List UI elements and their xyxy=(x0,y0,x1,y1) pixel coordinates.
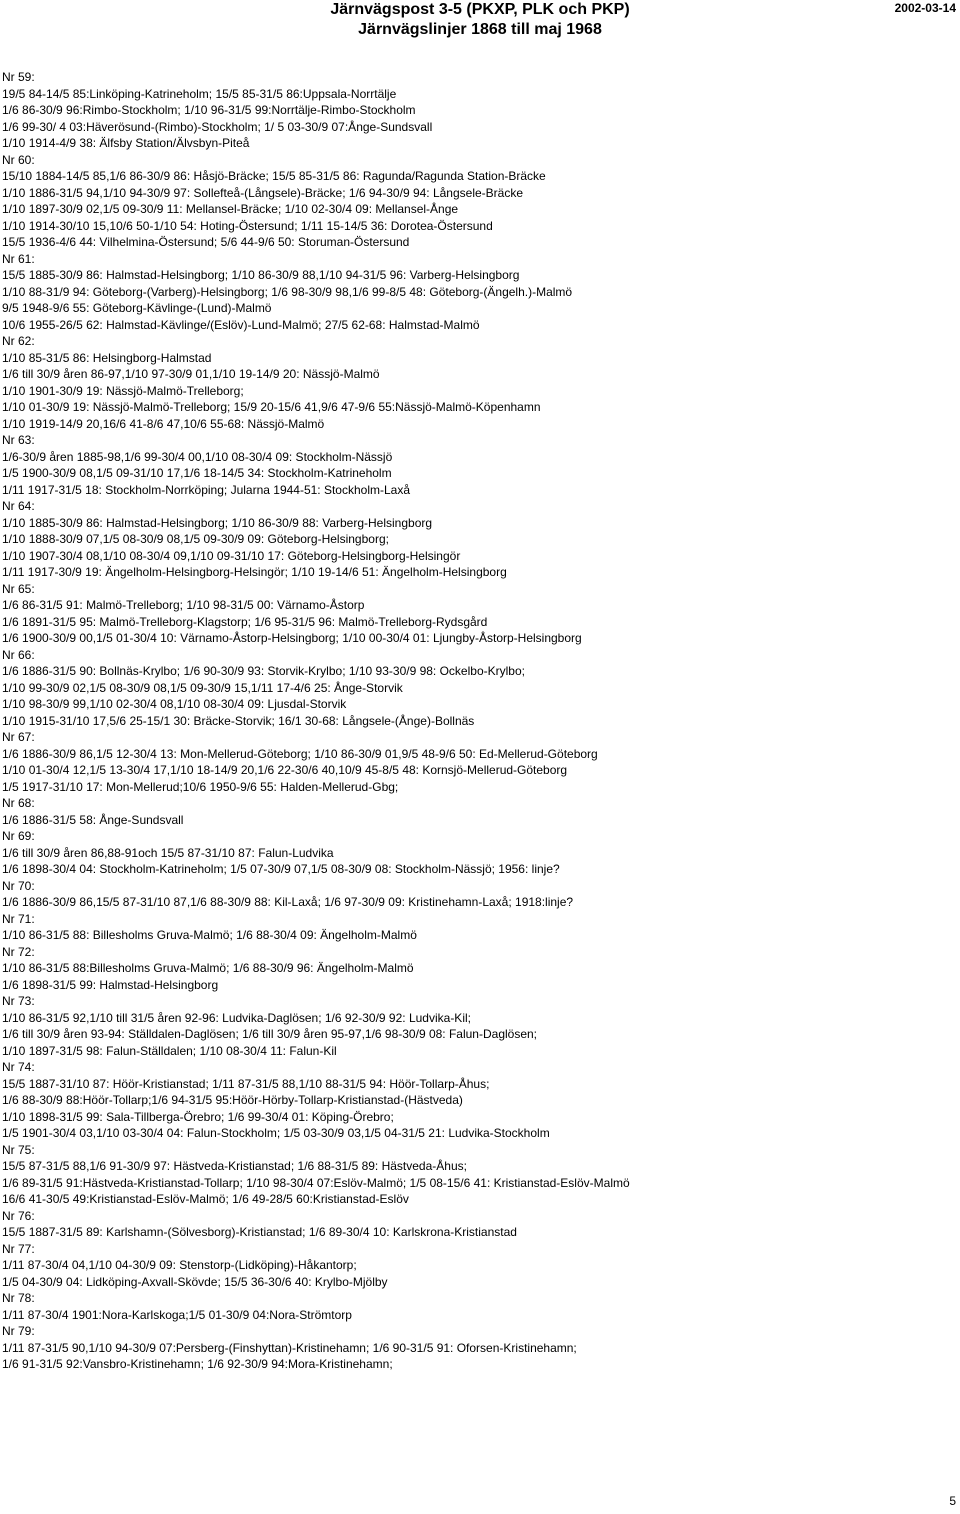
route-entry-line: 1/5 1900-30/9 08,1/5 09-31/10 17,1/6 18-14/5 34: Stockholm-Katrineholm xyxy=(2,466,392,480)
route-number-heading: Nr 75: xyxy=(2,1142,35,1157)
route-entry-line: 1/10 1915-31/10 17,5/6 25-15/1 30: Bräcke-Storvik; 16/1 30-68: Långsele-(Ånge)-Bollnäs xyxy=(2,713,475,728)
route-entry-line: 1/6 till 30/9 åren 86-97,1/10 97-30/9 01,1/10 19-14/9 20: Nässjö-Malmö xyxy=(2,367,380,381)
route-entry-line: 9/5 1948-9/6 55: Göteborg-Kävlinge-(Lund)-Malmö xyxy=(2,301,272,315)
route-entry-line: 1/6-30/9 åren 1885-98,1/6 99-30/4 00,1/10 08-30/4 09: Stockholm-Nässjö xyxy=(2,449,393,464)
route-entry-line: 1/10 1897-30/9 02,1/5 09-30/9 11: Mellansel-Bräcke; 1/10 02-30/4 09: Mellansel-Ånge xyxy=(2,202,459,216)
route-number-heading: Nr 66: xyxy=(2,647,35,662)
route-entry-line: 1/10 86-31/5 88:Billesholms Gruva-Malmö; 1/6 88-30/9 96: Ängelholm-Malmö xyxy=(2,961,414,975)
route-entry-line: 1/11 1917-30/9 19: Ängelholm-Helsingborg-Helsingör; 1/10 19-14/6 51: Ängelholm-Helsingborg xyxy=(2,565,507,579)
route-number-heading: Nr 73: xyxy=(2,994,35,1008)
route-entry-line: 1/6 1891-31/5 95: Malmö-Trelleborg-Klagstorp; 1/6 95-31/5 96: Malmö-Trelleborg-Rydsgård xyxy=(2,614,488,629)
route-entry-line: 1/6 1886-31/5 58: Ånge-Sundsvall xyxy=(2,812,184,827)
route-entry-line: 10/6 1955-26/5 62: Halmstad-Kävlinge/(Eslöv)-Lund-Malmö; 27/5 62-68: Halmstad-Malmö xyxy=(2,317,480,332)
route-entry-line: 1/10 1897-31/5 98: Falun-Ställdalen; 1/10 08-30/4 11: Falun-Kil xyxy=(2,1043,337,1058)
route-entry-line: 1/5 1917-31/10 17: Mon-Mellerud;10/6 1950-9/6 55: Halden-Mellerud-Gbg; xyxy=(2,779,399,794)
route-entry-line: 1/6 99-30/ 4 03:Häverösund-(Rimbo)-Stockholm; 1/ 5 03-30/9 07:Ånge-Sundsvall xyxy=(2,119,433,134)
route-entry-line: 1/10 1885-30/9 86: Halmstad-Helsingborg; 1/10 86-30/9 88: Varberg-Helsingborg xyxy=(2,515,433,530)
route-entry-line: 1/10 1888-30/9 07,1/5 08-30/9 08,1/5 09-30/9 09: Göteborg-Helsingborg; xyxy=(2,532,389,546)
route-number-heading: Nr 70: xyxy=(2,878,35,893)
route-entry-line: 1/10 01-30/9 19: Nässjö-Malmö-Trelleborg; 15/9 20-15/6 41,9/6 47-9/6 55:Nässjö-Malmö-Köpenhamn xyxy=(2,400,541,414)
route-number-heading: Nr 60: xyxy=(2,152,35,167)
route-number-heading: Nr 63: xyxy=(2,433,35,447)
route-entry-line: 16/6 41-30/5 49:Kristianstad-Eslöv-Malmö; 1/6 49-28/5 60:Kristianstad-Eslöv xyxy=(2,1192,409,1206)
route-entry-line: 19/5 84-14/5 85:Linköping-Katrineholm; 15/5 85-31/5 86:Uppsala-Norrtälje xyxy=(2,86,397,101)
route-entry-line: 1/6 86-31/5 91: Malmö-Trelleborg; 1/10 98-31/5 00: Värnamo-Åstorp xyxy=(2,598,365,612)
route-number-heading: Nr 64: xyxy=(2,499,35,513)
document-title: Järnvägspost 3-5 (PKXP, PLK och PKP) xyxy=(330,1,630,18)
route-entry-line: 1/5 1901-30/4 03,1/10 03-30/4 04: Falun-Stockholm; 1/5 03-30/9 03,1/5 04-31/5 21: Ludvika-Stockholm xyxy=(2,1126,550,1140)
route-entry-line: 1/6 86-30/9 96:Rimbo-Stockholm; 1/10 96-31/5 99:Norrtälje-Rimbo-Stockholm xyxy=(2,103,416,117)
route-entry-line: 1/6 1886-30/9 86,1/5 12-30/4 13: Mon-Mellerud-Göteborg; 1/10 86-30/9 01,9/5 48-9/6 50: Ed-Mellerud-Göteborg xyxy=(2,746,598,761)
route-entry-line: 1/6 88-30/9 88:Höör-Tollarp;1/6 94-31/5 95:Höör-Hörby-Tollarp-Kristianstad-(Hästveda) xyxy=(2,1093,463,1107)
route-number-heading: Nr 77: xyxy=(2,1241,35,1256)
route-entry-line: 15/5 1887-31/10 87: Höör-Kristianstad; 1/11 87-31/5 88,1/10 88-31/5 94: Höör-Tollarp-Åhus; xyxy=(2,1076,490,1091)
route-entry-line: 15/5 87-31/5 88,1/6 91-30/9 97: Hästveda-Kristianstad; 1/6 88-31/5 89: Hästveda-Åhus; xyxy=(2,1159,467,1173)
route-number-heading: Nr 67: xyxy=(2,730,35,744)
route-entry-line: 15/5 1936-4/6 44: Vilhelmina-Östersund; 5/6 44-9/6 50: Storuman-Östersund xyxy=(2,235,410,249)
route-number-heading: Nr 71: xyxy=(2,911,35,926)
route-entry-line: 1/6 1886-30/9 86,15/5 87-31/10 87,1/6 88-30/9 88: Kil-Laxå; 1/6 97-30/9 09: Kristinehamn-Laxå; 1918:linje? xyxy=(2,895,574,909)
route-number-heading: Nr 78: xyxy=(2,1291,35,1305)
route-entry-line: 1/11 87-30/4 04,1/10 04-30/9 09: Stenstorp-(Lidköping)-Håkantorp; xyxy=(2,1258,357,1272)
route-entry-line: 1/10 1907-30/4 08,1/10 08-30/4 09,1/10 09-31/10 17: Göteborg-Helsingborg-Helsingör xyxy=(2,548,461,563)
route-number-heading: Nr 69: xyxy=(2,829,35,843)
route-entry-line: 15/5 1887-31/5 89: Karlshamn-(Sölvesborg)-Kristianstad; 1/6 89-30/4 10: Karlskrona-Kristianstad xyxy=(2,1225,517,1239)
document-subtitle: Järnvägslinjer 1868 till maj 1968 xyxy=(358,21,602,38)
route-number-heading: Nr 79: xyxy=(2,1324,35,1338)
route-entry-line: 1/11 87-30/4 1901:Nora-Karlskoga;1/5 01-30/9 04:Nora-Strömtorp xyxy=(2,1307,352,1322)
route-entry-line: 1/10 99-30/9 02,1/5 08-30/9 08,1/5 09-30/9 15,1/11 17-4/6 25: Ånge-Storvik xyxy=(2,680,403,695)
route-entry-line: 1/10 1901-30/9 19: Nässjö-Malmö-Trelleborg; xyxy=(2,383,244,398)
document-body xyxy=(2,69,958,1373)
route-entry-line: 1/10 1914-4/9 38: Älfsby Station/Älvsbyn-Piteå xyxy=(2,136,250,150)
route-entry-line: 1/5 04-30/9 04: Lidköping-Axvall-Skövde; 15/5 36-30/6 40: Krylbo-Mjölby xyxy=(2,1274,388,1289)
route-entry-line: 1/10 85-31/5 86: Helsingborg-Halmstad xyxy=(2,350,212,365)
route-entry-line: 1/10 88-31/9 94: Göteborg-(Varberg)-Helsingborg; 1/6 98-30/9 98,1/6 99-8/5 48: Göteborg-(Ängelh.)-Malmö xyxy=(2,284,573,299)
route-entry-line: 1/10 1898-31/5 99: Sala-Tillberga-Örebro; 1/6 99-30/4 01: Köping-Örebro; xyxy=(2,1109,394,1124)
route-number-heading: Nr 74: xyxy=(2,1060,35,1074)
route-entry-line: 1/10 86-31/5 88: Billesholms Gruva-Malmö; 1/6 88-30/4 09: Ängelholm-Malmö xyxy=(2,928,417,942)
route-entry-line: 1/6 1898-30/4 04: Stockholm-Katrineholm; 1/5 07-30/9 07,1/5 08-30/9 08: Stockholm-Nässjö; 1956: linje? xyxy=(2,862,560,876)
route-entry-line: 15/5 1885-30/9 86: Halmstad-Helsingborg; 1/10 86-30/9 88,1/10 94-31/5 96: Varberg-Helsingborg xyxy=(2,268,520,282)
route-entry-line: 1/10 01-30/4 12,1/5 13-30/4 17,1/10 18-14/9 20,1/6 22-30/6 40,10/9 45-8/5 48: Kornsjö-Mellerud-Göteborg xyxy=(2,763,568,777)
route-entry-line: 1/10 1914-30/10 15,10/6 50-1/10 54: Hoting-Östersund; 1/11 15-14/5 36: Dorotea-Östersund xyxy=(2,218,493,233)
route-entry-line: 1/10 1919-14/9 20,16/6 41-8/6 47,10/6 55-68: Nässjö-Malmö xyxy=(2,416,325,431)
route-entry-line: 1/10 98-30/9 99,1/10 02-30/4 08,1/10 08-30/4 09: Ljusdal-Storvik xyxy=(2,697,347,711)
route-entry-line: 1/6 1898-31/5 99: Halmstad-Helsingborg xyxy=(2,977,219,992)
route-number-heading: Nr 62: xyxy=(2,334,35,348)
document-date: 2002-03-14 xyxy=(894,1,956,15)
route-number-heading: Nr 65: xyxy=(2,581,35,596)
route-entry-line: 15/10 1884-14/5 85,1/6 86-30/9 86: Håsjö-Bräcke; 15/5 85-31/5 86: Ragunda/Ragunda Station-Bräcke xyxy=(2,169,546,183)
route-number-heading: Nr 61: xyxy=(2,251,35,266)
route-entry-line: 1/6 till 30/9 åren 93-94: Ställdalen-Daglösen; 1/6 till 30/9 åren 95-97,1/6 98-30/9 08: Falun-Daglösen; xyxy=(2,1027,538,1041)
route-number-heading: Nr 59: xyxy=(2,70,35,84)
route-number-heading: Nr 68: xyxy=(2,796,35,810)
route-entry-line: 1/10 86-31/5 92,1/10 till 31/5 åren 92-96: Ludvika-Daglösen; 1/6 92-30/9 92: Ludvika-Kil; xyxy=(2,1010,471,1025)
route-entry-line: 1/10 1886-31/5 94,1/10 94-30/9 97: Sollefteå-(Långsele)-Bräcke; 1/6 94-30/9 94: Långsele-Bräcke xyxy=(2,185,524,200)
route-entry-line: 1/6 1886-31/5 90: Bollnäs-Krylbo; 1/6 90-30/9 93: Storvik-Krylbo; 1/10 93-30/9 98: Ockelbo-Krylbo; xyxy=(2,664,525,678)
route-entry-line: 1/6 till 30/9 åren 86,88-91och 15/5 87-31/10 87: Falun-Ludvika xyxy=(2,845,334,860)
route-entry-line: 1/11 87-31/5 90,1/10 94-30/9 07:Persberg-(Finshyttan)-Kristinehamn; 1/6 90-31/5 91: Oforsen-Kristinehamn; xyxy=(2,1340,577,1355)
route-number-heading: Nr 72: xyxy=(2,944,35,959)
page-number: 5 xyxy=(949,1494,956,1508)
route-entry-line: 1/11 1917-31/5 18: Stockholm-Norrköping; Jularna 1944-51: Stockholm-Laxå xyxy=(2,482,411,497)
route-entry-line: 1/6 89-31/5 91:Hästveda-Kristianstad-Tollarp; 1/10 98-30/4 07:Eslöv-Malmö; 1/5 08-15/6 41: Kristianstad-Eslöv-Malmö xyxy=(2,1175,630,1190)
route-entry-line: 1/6 91-31/5 92:Vansbro-Kristinehamn; 1/6 92-30/9 94:Mora-Kristinehamn; xyxy=(2,1357,393,1371)
route-entry-line: 1/6 1900-30/9 00,1/5 01-30/4 10: Värnamo-Åstorp-Helsingborg; 1/10 00-30/4 01: Ljungby-Åstorp-Helsingborg xyxy=(2,631,582,645)
route-number-heading: Nr 76: xyxy=(2,1208,35,1223)
